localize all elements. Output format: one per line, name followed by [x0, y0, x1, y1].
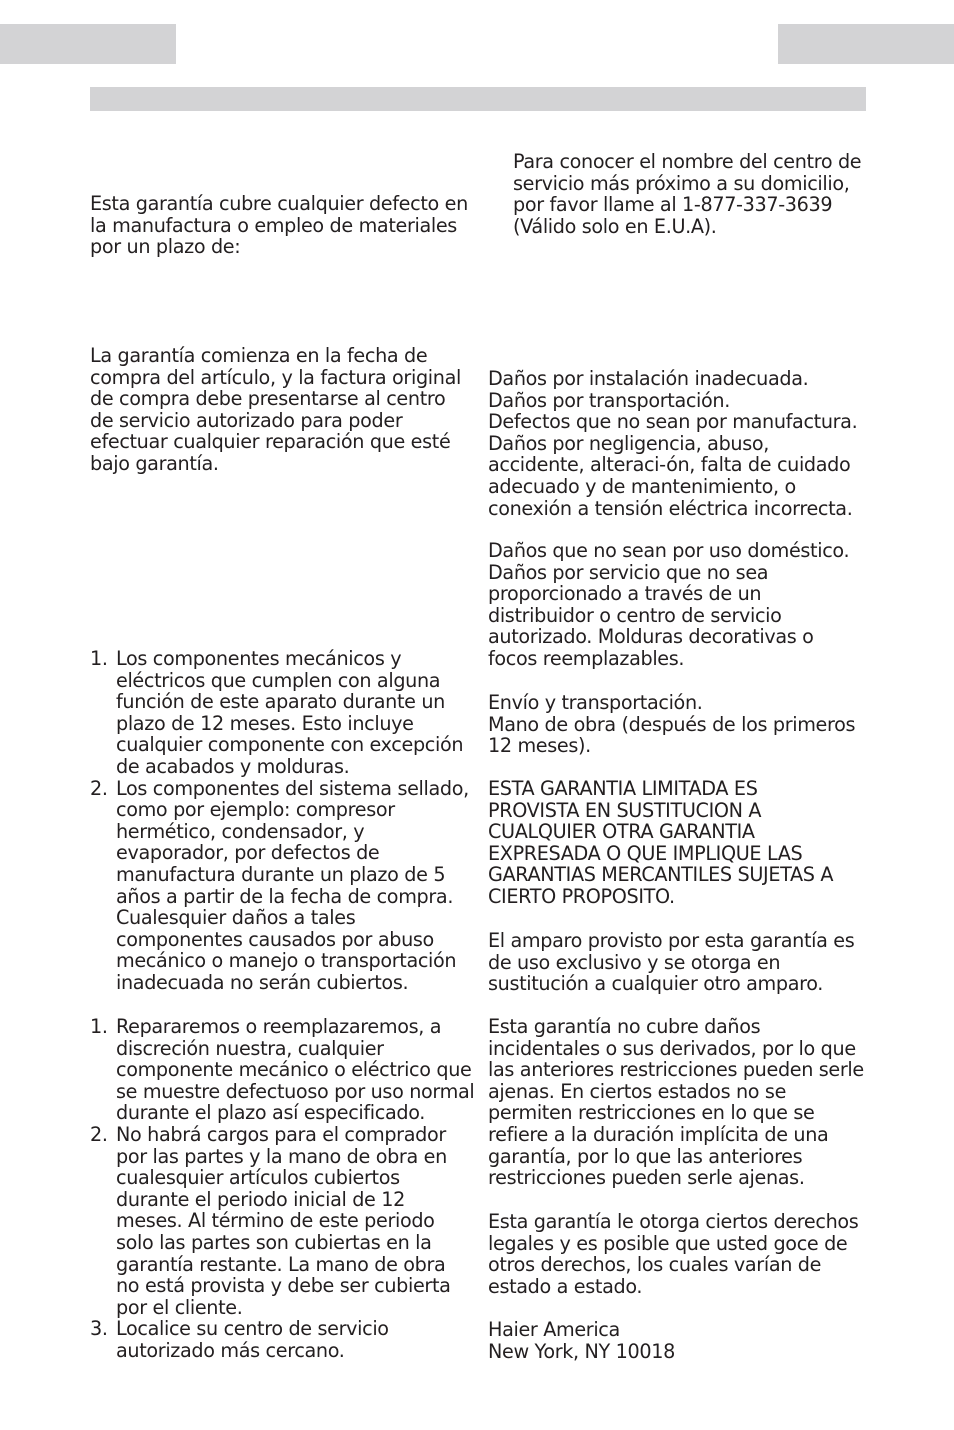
coverage-intro: Esta garantía cubre cualquier defecto en la manufactura o empleo de materiales por un plazo de:: [90, 192, 468, 259]
legal-rights-statement: Esta garantía le otorga ciertos derechos legales y es posible que usted goce de otros derechos, los cuales varían de estado a estado.: [488, 1210, 859, 1298]
list-item: [90, 778, 480, 994]
service-center-block: [513, 151, 893, 237]
list-item: [90, 1124, 480, 1318]
legal-rights-block: [488, 1211, 888, 1297]
list-item-text: Localice su centro de servicio autorizado más cercano.: [116, 1317, 389, 1362]
exclusions-list-3: Envío y transportación. Mano de obra (después de los primeros 12 meses).: [488, 691, 856, 758]
covered-list-block: [90, 648, 480, 994]
warranty-start-note: La garantía comienza en la fecha de compra del artículo, y la factura original de compra debe presentarse al centro de servicio autorizado para poder efectuar cualquier reparación que esté bajo garantía.: [90, 344, 461, 475]
incidental-damages-statement: Esta garantía no cubre daños incidentales o sus derivados, por lo que las anteriores restricciones pueden serle ajenas. En ciertos estados no se permiten restricciones en lo que se refiere a la duración implícita de una garantía, por lo que las anteriores restricciones pueden serle ajenas.: [488, 1015, 864, 1190]
exclusions-block-1: [488, 368, 888, 519]
exclusions-list-1: Daños por instalación inadecuada. Daños por transportación. Defectos que no sean por manufactura. Daños por negligencia, abuso, accidente, alteraci-ón, falta de cuidado adecuado y de mantenimiento, o conexión a tensión eléctrica incorrecta.: [488, 367, 858, 520]
exclusions-block-2: [488, 540, 888, 670]
covered-components-list: [90, 648, 480, 994]
list-number: 3.: [90, 1317, 108, 1341]
section-header-bar: [90, 87, 866, 111]
limited-warranty-statement: ESTA GARANTIA LIMITADA ES PROVISTA EN SUSTITUCION A CUALQUIER OTRA GARANTIA EXPRESADA O QUE IMPLIQUE LAS GARANTIAS MERCANTILES SUJETAS A CIERTO PROPOSITO.: [488, 777, 834, 908]
list-item-text: Los componentes del sistema sellado, como por ejemplo: compresor hermético, condensador, y evaporador, por defectos de manufactura durante un plazo de 5 años a partir de la fecha de compra. Cualesquier daños a tales componentes causados por abuso mecánico o manejo o transportación inadecuada no serán cubiertos.: [116, 776, 469, 994]
list-item: [90, 648, 480, 778]
list-item-text: Repararemos o reemplazaremos, a discreción nuestra, cualquier componente mecánico o eléctrico que se muestre defectuoso por uso normal durante el plazo así especificado.: [116, 1015, 475, 1125]
exclusions-list-2: Daños que no sean por uso doméstico. Daños por servicio que no sea proporcionado a través de un distribuidor o centro de servicio autorizado. Molduras decorativas o focos reemplazables.: [488, 539, 850, 670]
service-center-info: Para conocer el nombre del centro de servicio más próximo a su domicilio, por favor llame al 1-877-337-3639 (Válido solo en E.U.A).: [513, 150, 862, 238]
list-item: [90, 1016, 480, 1124]
list-number: 1.: [90, 1015, 108, 1038]
list-number: 2.: [90, 776, 108, 800]
service-list-block: [90, 1016, 480, 1362]
list-number: 1.: [90, 647, 108, 670]
exclusive-remedy-block: [488, 930, 888, 995]
list-item: [90, 1318, 480, 1361]
page-tab-right: [778, 24, 954, 64]
page-tab-left: [0, 24, 176, 64]
list-item-text: No habrá cargos para el comprador por las partes y la mano de obra en cualesquier artículos cubiertos durante el periodo inicial de 12 meses. Al término de este periodo solo las partes son cubiertas en la garantía restante. La mano de obra no está provista y debe ser cubierta por el cliente.: [116, 1122, 451, 1319]
limited-warranty-block: [488, 778, 888, 908]
company-address-block: [488, 1319, 888, 1362]
service-terms-list: [90, 1016, 480, 1362]
company-name: Haier America: [488, 1318, 620, 1341]
list-number: 2.: [90, 1122, 108, 1146]
exclusive-remedy-statement: El amparo provisto por esta garantía es de uso exclusivo y se otorga en sustitución a cualquier otro amparo.: [488, 929, 855, 996]
company-city: New York, NY 10018: [488, 1339, 675, 1363]
list-item-text: Los componentes mecánicos y eléctricos que cumplen con alguna función de este aparato durante un plazo de 12 meses. Esto incluye cualquier componente con excepción de acabados y molduras.: [116, 647, 464, 778]
coverage-intro-block: [90, 193, 480, 258]
start-note-block: [90, 345, 480, 475]
exclusions-block-3: [488, 692, 888, 757]
incidental-damages-block: [488, 1016, 888, 1189]
